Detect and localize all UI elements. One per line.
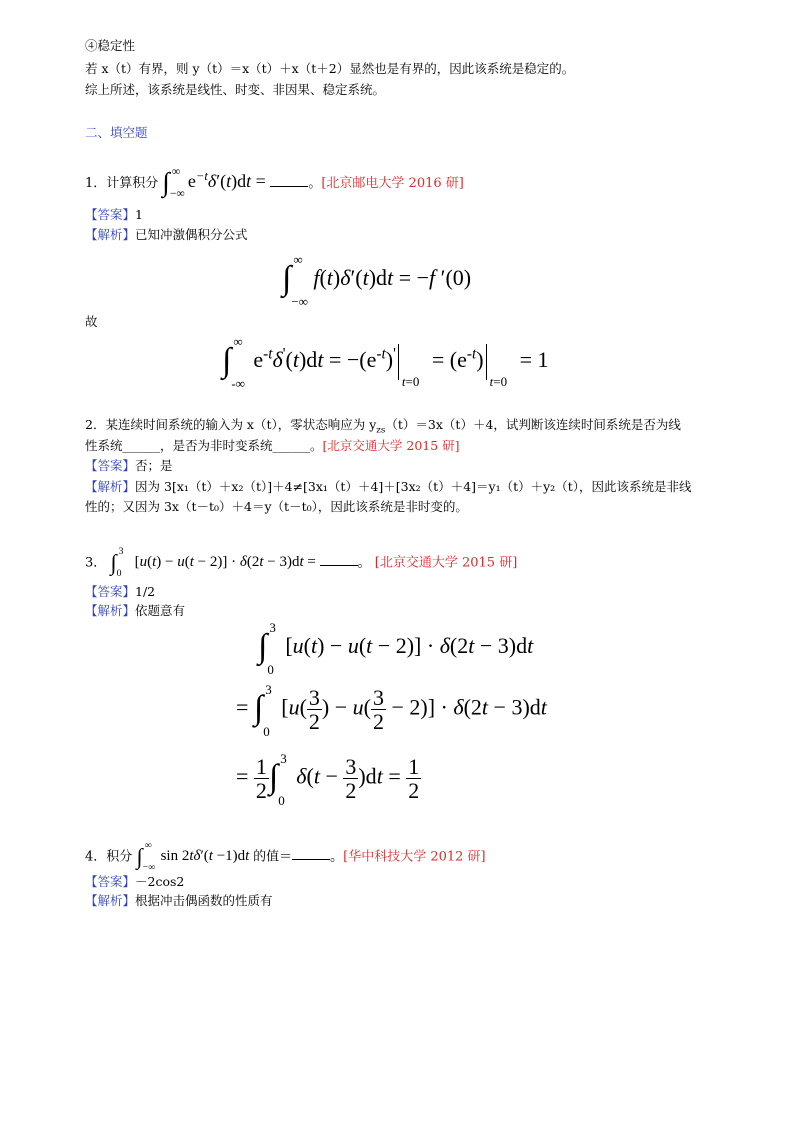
q3-blank	[320, 555, 358, 566]
section-title: 二、填空题	[85, 125, 148, 140]
q1-source: [北京邮电大学 2016 研]	[321, 176, 464, 192]
q1-blank	[270, 176, 308, 187]
q4-question: 4．积分 ∫ ∞ −∞ sin 2tδ′(t −1)dt 的值＝ 。[华中科技大学 2012 研]	[85, 840, 486, 873]
q4-analysis: 【解析】根据冲击偶函数的性质有	[85, 893, 273, 908]
q3-integral: ∫ 3 0 [u(t) − u(t − 2)] · δ(2t − 3)dt =	[110, 546, 320, 579]
q4-blank	[292, 849, 330, 860]
q1-therefore: 故	[85, 314, 98, 329]
q1-formula-1: ∫ ∞ −∞ f(t)δ′(t)dt = −f ′(0)	[282, 252, 472, 309]
stability-text: 若 x（t）有界，则 y（t）＝x（t）＋x（t＋2）显然也是有界的，因此该系统是稳定的。	[85, 61, 575, 76]
q1-question: 1．计算积分 ∫ ∞ −∞ $e^{-t}\delta'(t)dt$ = 。[北京邮电大学 2016 研]	[85, 165, 464, 200]
q1-answer: 【答案】1	[85, 207, 143, 222]
q3-formula-line2: = ∫ 3 0 [u( $\frac{3}{2}$ ) − u( $\frac{3}{2}$ − 2)] · δ(2t − 3)dt	[236, 681, 547, 739]
q2-analysis-line1: 【解析】因为 3[x₁（t）＋x₂（t）]＋4≠[3x₁（t）＋4]＋[3x₂（t）＋4]＝y₁（t）＋y₂（t），因此该系统是非线	[85, 479, 692, 494]
q4-answer: 【答案】－2cos2	[85, 874, 185, 889]
q1-formula-2: ∫ ∞ -∞ $e^{-t}\delta'(t)dt = -(e^{-t})'$ t=0 = $(e^{-t})$ t=0 = 1	[222, 334, 549, 391]
q3-formula-line3: = $\frac{1}{2}$ ∫ 3 0 δ(t − $\frac{3}{2}$ )dt = $\frac{1}{2}$	[236, 750, 420, 808]
q3-answer: 【答案】1/2	[85, 584, 156, 599]
q3-source: [北京交通大学 2015 研]	[374, 555, 518, 571]
q1-prefix: 1．计算积分	[85, 176, 159, 192]
q2-question-line2: 性系统______，是否为非时变系统______。[北京交通大学 2015 研]	[85, 438, 460, 453]
q1-integral: ∫ ∞ −∞ $e^{-t}\delta'(t)dt$ =	[162, 165, 271, 200]
q2-question-line1: 2．某连续时间系统的输入为 x（t），零状态响应为 $y_{zs}(t)=3x(t)+4$，试判断该连续时间系统是否为线	[85, 417, 681, 436]
q2-analysis-line2: 性的；又因为 3x（t－t₀）＋4＝y（t－t₀），因此该系统是非时变的。	[85, 499, 468, 514]
summary-text: 综上所述，该系统是线性、时变、非因果、稳定系统。	[85, 82, 386, 97]
q2-source: [北京交通大学 2015 研]	[322, 438, 460, 453]
q2-answer: 【答案】否；是	[85, 458, 173, 473]
q1-analysis: 【解析】已知冲激偶积分公式	[85, 227, 248, 242]
q3-formula-line1: ∫ 3 0 [u(t) − u(t − 2)] · δ(2t − 3)dt	[258, 620, 534, 677]
q4-integral: ∫ ∞ −∞ sin 2tδ′(t −1)dt	[136, 840, 250, 873]
q3-analysis: 【解析】依题意有	[85, 603, 186, 618]
q3-question: 3． ∫ 3 0 [u(t) − u(t − 2)] · δ(2t − 3)dt = 。 [北京交通大学 2015 研]	[85, 546, 518, 579]
q4-source: [华中科技大学 2012 研]	[343, 849, 486, 865]
stability-heading: ④稳定性	[85, 38, 136, 53]
